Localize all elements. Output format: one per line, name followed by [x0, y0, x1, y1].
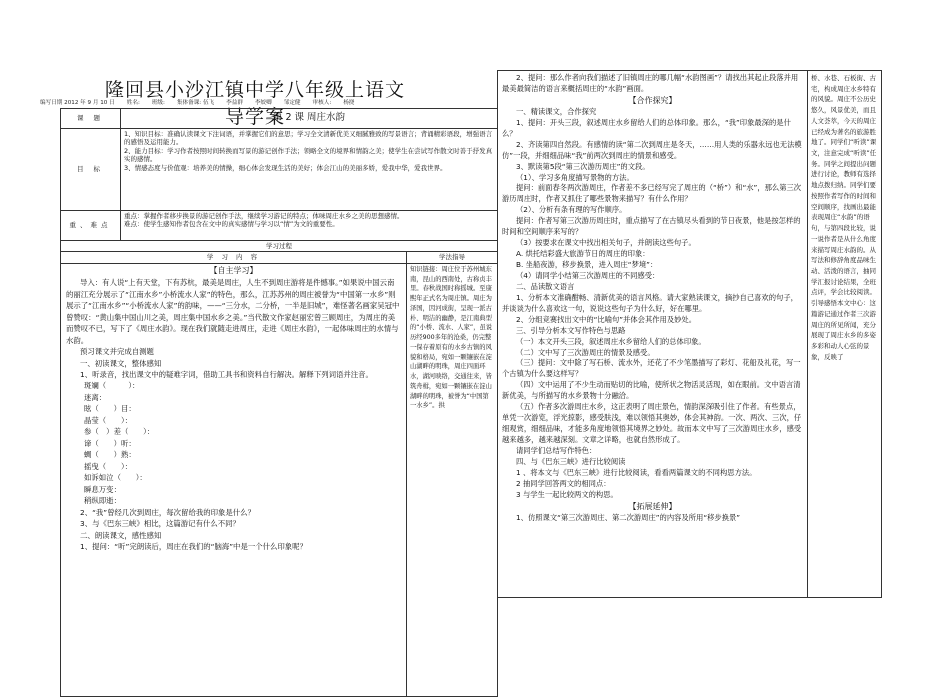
section-heading: 二、品读散文语言: [516, 281, 575, 291]
lesson-title: 第 2 课 周庄水韵: [121, 109, 498, 129]
question-text: 3 与学生一起比较两文的构思。: [516, 489, 618, 499]
question-text: 1、仿照课文“第三次游周庄、第二次游周庄”的内容及所用“移步换景”: [516, 512, 741, 522]
question-text: （二）文中写了三次游周庄的情景及感受。: [516, 347, 655, 357]
meta-prep-4: 邹定健: [283, 100, 301, 106]
question-text: 提问：作者写第三次游历周庄时，重点描写了在古镇尽头看到的节日夜景，他是按怎样的时间和空间顺序来写的？: [502, 216, 801, 237]
meta-name: 姓名:: [126, 100, 140, 106]
question-text: （4）请同学小结第三次游周庄的不同感受：: [516, 270, 660, 280]
coop-heading: 【合作探究】: [628, 95, 677, 105]
question-text: （一）本文开头三段，叙述周庄水乡留给人们的总体印象。: [516, 336, 706, 346]
vocab-item: 参（ ）差（ ）：: [84, 427, 155, 437]
intro-text: 导入：有人说“上有天堂，下有苏杭，最美是周庄，人生不到周庄游将是件憾事。”如果说中国云南的丽江充分展示了“江南水乡”小桥流水人家”的特色，那么，江苏苏州的周庄被誉为“中国第一水乡”则展示了“江南水乡”“小桥流水人家”的韵味，——“三分水，二分桥，一半是旧城”，难怪著名画家吴冠中曾赞叹：“黄山集中国山川之美，周庄集中国水乡之美。”当代散文作家赵丽宏曾三顾周庄，为周庄的美而赞叹不已，写下了《周庄水韵》。现在我们就随走进周庄，走进《周庄水韵》，一起体味周庄的水情与水韵。: [66, 278, 400, 345]
prep-text: 预习课文并完成自测题: [80, 347, 154, 357]
question-text: 3、与《巴东三峡》相比，这篇游记有什么不同？: [80, 519, 240, 529]
section-heading: 二、朗读课文，感性感知: [80, 530, 162, 540]
question-text: 1、提问：开头三段，叙述周庄水乡留给人们的总体印象。那么，“我”印象最深的是什么？: [502, 117, 791, 138]
question-text: 3、默读第5段“第三次游历周庄”的文段。: [516, 161, 650, 171]
vocab-item: 迷离：: [84, 392, 107, 402]
vocab-list: [66, 380, 401, 506]
goals-label: 目 标: [61, 129, 121, 211]
question-text: 1 、将本文与《巴东三峡》进行比较阅读，看看两篇课文的不同构思方法。: [516, 467, 757, 477]
key-point: 重点：掌握作者移步换景的游记创作手法，继续学习游记的特点；体味周庄水乡之美的思想感情。: [124, 212, 404, 220]
study-guide-column: 桥、水巷、石板街、古宅，构成周庄水乡特有的风貌。周庄不公历史悠久，风景优美，而且人文荟萃，今天的周庄已经成为著名的旅游胜地了。同学们“听读”课文，注意完成“听读”任务。同学之间提出问题进行讨论，教师有选择地点拨归纳。同学们要按照作者写作的时间和空间顺序，找画出最能表现周庄“水韵”的语句，与第四段比较，说一说作者是从什么角度来描写周庄水韵的。从写法和修辞角度品味生动、活泼的语言，抽同学汇报讨论结果，全班点评，学会比较阅读。引导感悟本文中心：这篇游记通过作者三次游周庄的所见所闻，充分展现了周庄水乡的多姿多彩和动人心弦的景象，反映了: [808, 71, 882, 598]
section-heading: 三、引导分析本文写作特色与思路: [516, 325, 626, 335]
meta-prep-2: 李益群: [226, 100, 243, 106]
question-text: 1、提问：“听”完朗读后，周庄在我们的“脑海”中是一个什么印象呢？: [80, 542, 307, 552]
content-label: 学 习 内 容: [61, 252, 407, 263]
question-text: （四）文中运用了不少生动而贴切的比喻，使所状之物活灵活现，如在眼前。文中语言清新优美，与所描写的水乡景物十分融洽。: [502, 380, 801, 401]
goal-item: 1、知识目标：准确认读课文下注词语，并掌握它们的意思；学习全文清新优美又细腻雅致的写景语言；背诵精彩语段，增强语言的感悟及运用能力。: [124, 130, 493, 147]
question-text: 2、齐读第四自然段。有感情的读“第二次到周庄是冬天，……用人类的乐器永远也无法模仿”一段，并细细品味“我”前两次到周庄的情景和感受。: [502, 139, 802, 160]
goal-item: 3、情感态度与价值观：培养美的情操，细心体会发现生活的美好；体会江山的美丽多娇，爱我中华，爱我世界。: [124, 163, 447, 172]
learning-content: [61, 263, 407, 696]
section-heading: 四、与《巴东三峡》进行比较阅读: [516, 456, 626, 466]
goals-list: [121, 129, 498, 211]
section-heading: 一、精读课文，合作探究: [516, 106, 597, 116]
question-text: （三）提问：文中除了写石桥、流水外，还花了不少笔墨描写了彩灯、花船及礼花，写一个古镇为什么要这样写？: [502, 358, 801, 379]
author-meta: [40, 98, 480, 106]
guide-label: 学法指导: [407, 252, 498, 263]
meta-date: 编写日期 2012 年 9 月 10 日: [40, 100, 115, 106]
meta-prep: 集体备课: 伍飞: [176, 100, 215, 106]
key-points: [121, 211, 498, 241]
question-text: 2、“我”曾经几次到周庄，每次留给我的印象是什么？: [80, 507, 255, 517]
question-text: （五）作者多次游周庄水乡，这正表明了周庄景色，情韵深深吸引住了作者。有些景点，单凭一次游览，浮光掠影，感受肤浅，难以领悟其奥妙，体会其神韵。一次、两次、三次，仔细观赏，细细品味，才能多角度地领悟其境界之妙处。故而本文中写了三次游周庄水乡，感受越来越多，越来越深刻。文章之详略，也就自然形成了。: [502, 402, 802, 444]
question-text: 2、提问：那么作者向我们描述了旧镇周庄的哪几幅“水韵图画”？请找出其起止段落并用最美最简洁的语言来概括周庄的“水韵”画面。: [502, 73, 799, 93]
vocab-item: 摇曳（ ）：: [84, 461, 133, 471]
meta-reviewer-name: 杨挠: [343, 100, 355, 106]
vocab-item: 眩（ ）目：: [84, 404, 136, 414]
study-guide-column: 知识链接：周庄位于苏州城东南，昆山的西南处，古称贞丰里。春秋战国时称摇城。至康熙年正式名为周庄镇。周庄为泽国，因河成街，呈现一派古朴、明洁的幽静，是江南典型的“小桥、流水、人家”，虽说历经900多年的沧桑，仍完整一保存着原有的水乡古镇的风貌和格局，宛如一颗镶嵌在淀山湖畔的明珠，周庄四面环水，湖河映络，交通往来，皆筑舟楫，宛如一颗镶嵌在淀山湖畔的明珠，被誉为“中国第一水乡”。拱: [407, 263, 498, 696]
vocab-item: 蜩（ ）熟：: [84, 450, 136, 460]
sub-heading: （3）按要求在课文中找出相关句子，并朗读这些句子。: [516, 238, 696, 248]
meta-reviewer: 审核人:: [312, 100, 332, 106]
question-text: 2 抽同学回答两文的相同点：: [516, 478, 611, 488]
left-table: [60, 108, 498, 697]
goal-item: 2、能力目标：学习作者按照时间转换而写景的游记创作手法；领略全文的境界和情韵之美；使学生在尝试写作散文时善于抒发真实的感情。: [124, 146, 493, 164]
vocab-item: 晶莹（ ）：: [84, 415, 133, 425]
vocab-item: 如诉如泣（ ）：: [84, 473, 147, 483]
topic-label: 课 题: [61, 109, 121, 129]
vocab-item: 瞬息万变：: [84, 484, 121, 494]
meta-class: 班级:: [151, 100, 165, 106]
question-text: 1、分析本文准确酣畅、清新优美的语言风格。请大家熟读课文，摘抄自己喜欢的句子，并谈谈为什么喜欢这一句，说说这些句子为什么好，好在哪里。: [502, 292, 798, 313]
self-study-heading: 【自主学习】: [209, 265, 258, 275]
extension-heading: 【拓展延伸】: [628, 501, 677, 511]
difficult-point: 难点：使学生感知作者包含在文中的真实感情与学习以“情”为文的重要性。: [124, 220, 339, 229]
right-table: [497, 70, 882, 598]
question-text: 请同学们总结写作特色：: [516, 445, 597, 455]
vocab-item: 谛（ ）听：: [84, 438, 136, 448]
vocab-item: 稍纵即逝：: [84, 496, 121, 506]
vocab-item: 斑斓（ ）：: [84, 381, 140, 391]
sub-heading: （1）、学习多角度描写景物的方法。: [516, 172, 634, 182]
sub-heading: （2）、分析有条有理的写作顺序。: [516, 205, 627, 215]
section-heading: 一、初读课文，整体感知: [80, 358, 162, 368]
key-label: 重、难点: [61, 211, 121, 241]
meta-prep-3: 李姣卿: [254, 100, 272, 106]
right-content: [498, 71, 808, 598]
question-text: A. 烘托结彩盛大旅游节日的周庄的印象：: [516, 249, 650, 259]
question-text: 1、听录音，找出课文中的疑难字词，借助工具书和资料自行解决。解释下列词语并注音。: [80, 370, 373, 380]
question-text: 2、分组竞赛找出文中的“比喻句”并体会其作用及妙处。: [516, 314, 697, 324]
process-label: 学习过程: [61, 241, 498, 252]
question-text: 提问：前面春冬两次游周庄，作者差不多已经写完了周庄的（“桥”）和“水”，那么第三次游历周庄时，作者又抓住了哪些景物来描写？有什么作用？: [502, 183, 802, 204]
page-title: 隆回县小沙江镇中学八年级上语文导学案: [105, 79, 406, 128]
question-text: B. 坐船夜游，移步换景，进入周庄“梦境”：: [516, 260, 658, 269]
